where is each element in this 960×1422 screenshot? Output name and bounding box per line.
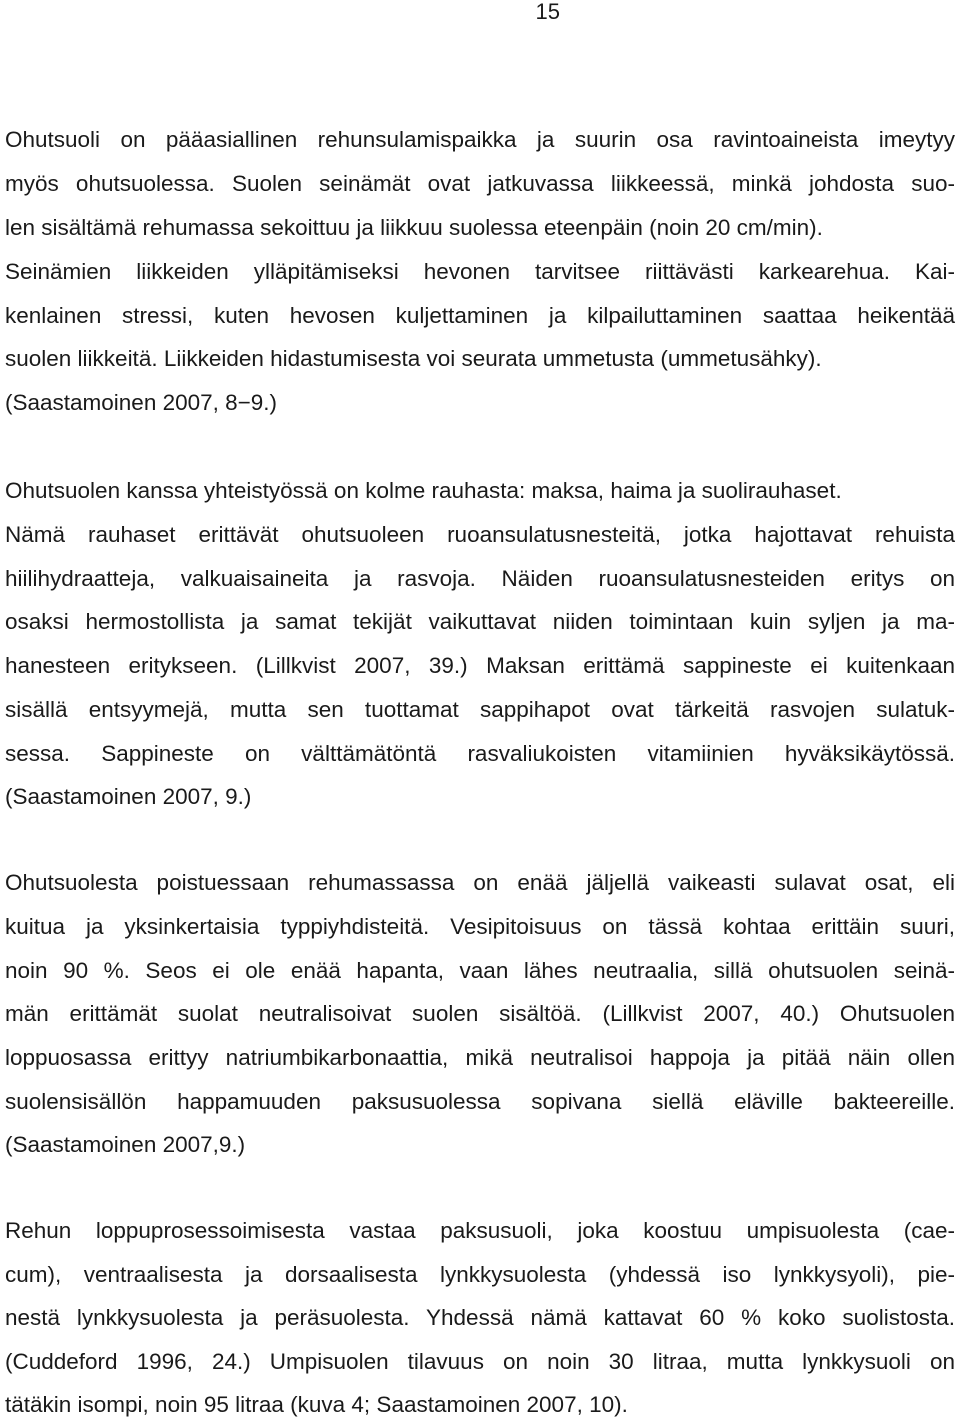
paragraph-3-line-7: (Saastamoinen 2007,9.) bbox=[5, 1132, 246, 1157]
paragraph-3-line-4: män erittämät suolat neutralisoivat suolen sisältöä. (Lillkvist 2007, 40.) Ohutsuolen bbox=[5, 1001, 955, 1026]
paragraph-2-line-3: hiilihydraatteja, valkuaisaineita ja rasvoja. Näiden ruoansulatusnesteiden eritys on bbox=[5, 566, 955, 591]
paragraph-2-line-1: Ohutsuolen kanssa yhteistyössä on kolme rauhasta: maksa, haima ja suolirauhaset. bbox=[5, 478, 842, 503]
paragraph-4-line-4: (Cuddeford 1996, 24.) Umpisuolen tilavuus on noin 30 litraa, mutta lynkkysuoli on bbox=[5, 1349, 955, 1374]
paragraph-3-line-1: Ohutsuolesta poistuessaan rehumassassa on enää jäljellä vaikeasti sulavat osat, eli bbox=[5, 870, 955, 895]
paragraph-4-line-3: nestä lynkkysuolesta ja peräsuolesta. Yhdessä nämä kattavat 60 % koko suolistosta. bbox=[5, 1305, 955, 1330]
paragraph-3-line-6: suolensisällön happamuuden paksusuolessa sopivana siellä eläville bakteereille. bbox=[5, 1089, 955, 1114]
paragraph-4-line-1: Rehun loppuprosessoimisesta vastaa paksusuoli, joka koostuu umpisuolesta (cae- bbox=[5, 1218, 955, 1243]
paragraph-4-line-2: cum), ventraalisesta ja dorsaalisesta lynkkysuolesta (yhdessä iso lynkkysyoli), pie- bbox=[5, 1262, 955, 1287]
paragraph-3-line-3: noin 90 %. Seos ei ole enää hapanta, vaan lähes neutraalia, sillä ohutsuolen seinä- bbox=[5, 958, 955, 983]
paragraph-1-line-3: len sisältämä rehumassa sekoittuu ja liikkuu suolessa eteenpäin (noin 20 cm/min). bbox=[5, 215, 823, 240]
paragraph-2-line-5: hanesteen eritykseen. (Lillkvist 2007, 39.) Maksan erittämä sappineste ei kuitenkaan bbox=[5, 653, 955, 678]
paragraph-2-line-4: osaksi hermostollista ja samat tekijät vaikuttavat niiden toimintaan kuin syljen ja ma- bbox=[5, 609, 955, 634]
page-number: 15 bbox=[535, 0, 560, 24]
paragraph-2-line-2: Nämä rauhaset erittävät ohutsuoleen ruoansulatusnesteitä, jotka hajottavat rehuista bbox=[5, 522, 955, 547]
paragraph-2-line-6: sisällä entsyymejä, mutta sen tuottamat sappihapot ovat tärkeitä rasvojen sulatuk- bbox=[5, 697, 955, 722]
paragraph-1-line-4: Seinämien liikkeiden ylläpitämiseksi hevonen tarvitsee riittävästi karkearehua. Kai- bbox=[5, 259, 955, 284]
paragraph-1-line-6: suolen liikkeitä. Liikkeiden hidastumisesta voi seurata ummetusta (ummetusähky). bbox=[5, 346, 822, 371]
paragraph-1-line-7: (Saastamoinen 2007, 8−9.) bbox=[5, 390, 278, 415]
paragraph-1-line-5: kenlainen stressi, kuten hevosen kuljettaminen ja kilpailuttaminen saattaa heikentää bbox=[5, 303, 955, 328]
paragraph-1-line-2: myös ohutsuolessa. Suolen seinämät ovat jatkuvassa liikkeessä, minkä johdosta suo- bbox=[5, 171, 955, 196]
paragraph-4-line-5: tätäkin isompi, noin 95 litraa (kuva 4; Saastamoinen 2007, 10). bbox=[5, 1392, 628, 1417]
paragraph-3-line-2: kuitua ja yksinkertaisia typpiyhdisteitä. Vesipitoisuus on tässä kohtaa erittäin suuri, bbox=[5, 914, 955, 939]
paragraph-2-line-8: (Saastamoinen 2007, 9.) bbox=[5, 784, 252, 809]
paragraph-2-line-7: sessa. Sappineste on välttämätöntä rasvaliukoisten vitamiinien hyväksikäytössä. bbox=[5, 741, 955, 766]
paragraph-1-line-1: Ohutsuoli on pääasiallinen rehunsulamispaikka ja suurin osa ravintoaineista imeytyy bbox=[5, 127, 955, 152]
paragraph-3-line-5: loppuosassa erittyy natriumbikarbonaattia, mikä neutralisoi happoja ja pitää näin ollen bbox=[5, 1045, 955, 1070]
